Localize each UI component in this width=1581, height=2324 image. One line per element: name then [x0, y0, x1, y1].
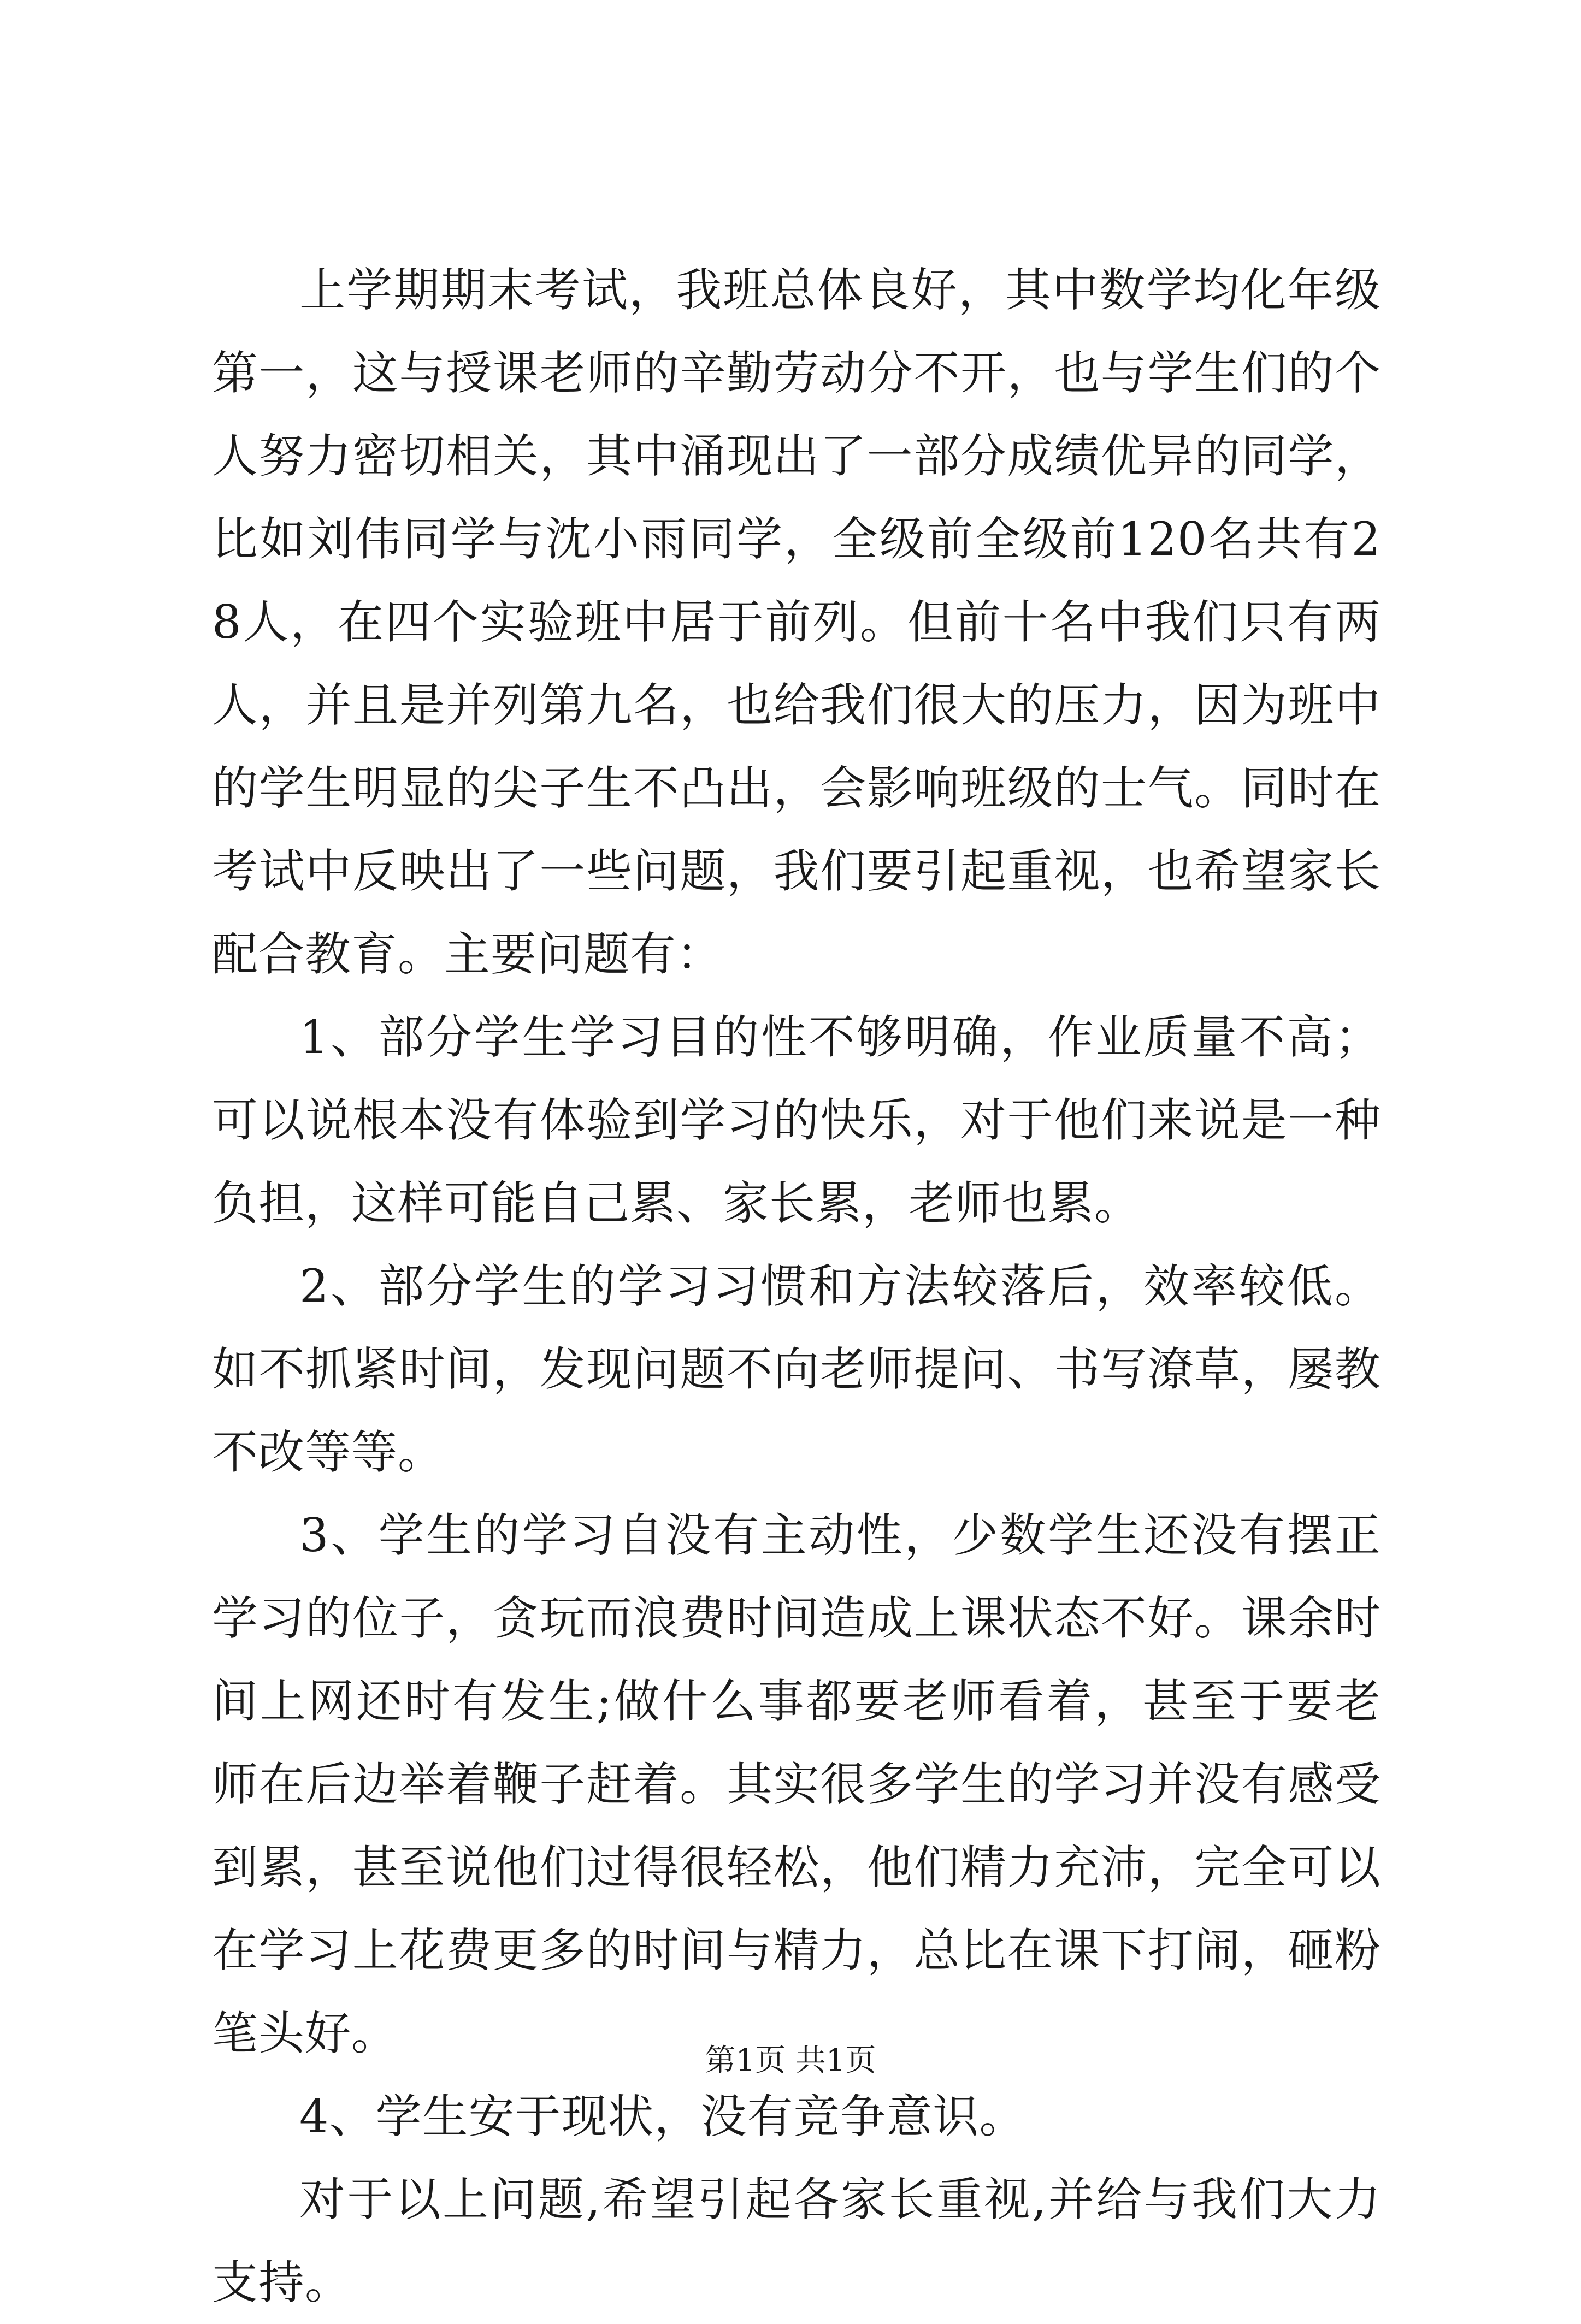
paragraph-issue-2: 2、部分学生的学习习惯和方法较落后，效率较低。如不抓紧时间，发现问题不向老师提问、书写潦草，屡教不改等等。 [212, 1259, 1381, 1479]
paragraph-issue-3: 3、学生的学习自没有主动性，少数学生还没有摆正学习的位子，贪玩而浪费时间造成上课状态不好。课余时间上网还时有发生;做什么事都要老师看着，甚至于要老师在后边举着鞭子赶着。其实很多学生的学习并没有感受到累，甚至说他们过得很轻松，他们精力充沛，完全可以在学习上花费更多的时间与精力，总比在课下打闹，砸粉笔头好。 [212, 1509, 1381, 2060]
paragraph-issue-4: 4、学生安于现状，没有竞争意识。 [299, 2090, 1026, 2143]
paragraph-intro: 上学期期末考试，我班总体良好，其中数学均化年级第一，这与授课老师的辛勤劳动分不开，也与学生们的个人努力密切相关，其中涌现出了一部分成绩优异的同学，比如刘伟同学与沈小雨同学，全级前全级前120名共有28人，在四个实验班中居于前列。但前十名中我们只有两人，并且是并列第九名，也给我们很大的压力，因为班中的学生明显的尖子生不凸出，会影响班级的士气。同时在考试中反映出了一些问题，我们要引起重视，也希望家长配合教育。主要问题有： [212, 263, 1381, 981]
paragraph-closing: 对于以上问题,希望引起各家长重视,并给与我们大力支持。 [212, 2173, 1381, 2309]
paragraph-issue-1: 1、部分学生学习目的性不够明确，作业质量不高；可以说根本没有体验到学习的快乐，对于他们来说是一种负担，这样可能自己累、家长累，老师也累。 [212, 1010, 1381, 1230]
page-number-footer: 第1页 共1页 [705, 2043, 876, 2078]
document-body [212, 249, 1381, 2324]
